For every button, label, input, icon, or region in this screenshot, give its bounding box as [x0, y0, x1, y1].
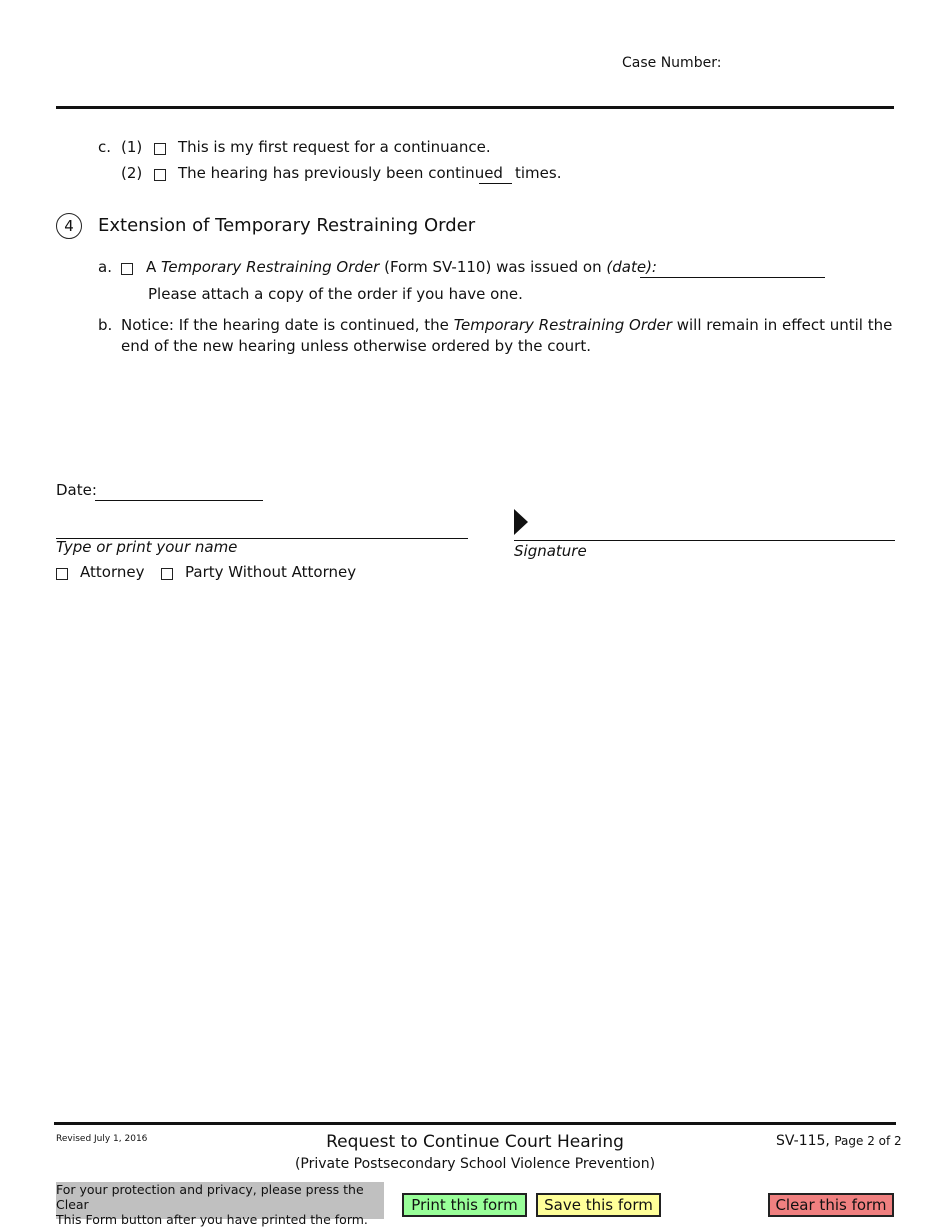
case-number-label: Case Number:	[622, 55, 722, 71]
item-c-letter: c.	[98, 138, 112, 156]
clear-button[interactable]: Clear this form	[768, 1193, 894, 1217]
times-continued-field[interactable]	[479, 183, 512, 184]
privacy-note-line-2: This Form button after you have printed the form.	[56, 1212, 368, 1227]
notice-suffix: will remain in effect until the	[676, 316, 893, 334]
tro-issued-checkbox[interactable]	[121, 263, 133, 275]
footer-subtitle: (Private Postsecondary School Violence Prevention)	[294, 1156, 656, 1172]
notice-line-2: end of the new hearing unless otherwise ordered by the court.	[121, 337, 591, 355]
previously-continued-checkbox[interactable]	[154, 169, 166, 181]
notice-prefix: Notice: If the hearing date is continued, the	[121, 316, 449, 334]
notice-line-1	[121, 316, 892, 334]
form-id-code: SV-115,	[776, 1133, 830, 1149]
section-4-circle	[56, 213, 82, 239]
first-request-label: This is my first request for a continuance.	[178, 138, 491, 156]
previously-continued-label: The hearing has previously been continued	[178, 164, 503, 182]
party-without-attorney-label: Party Without Attorney	[185, 563, 357, 581]
attorney-checkbox[interactable]	[56, 568, 68, 580]
save-button[interactable]: Save this form	[536, 1193, 661, 1217]
tro-prefix: A	[146, 258, 157, 276]
attach-copy-note: Please attach a copy of the order if you have one.	[148, 285, 523, 303]
party-without-attorney-checkbox[interactable]	[161, 568, 173, 580]
tro-mid: (Form SV-110) was issued on	[384, 258, 602, 276]
page-indicator: Page 2 of 2	[834, 1134, 902, 1148]
form-id	[776, 1133, 902, 1149]
date-label: Date:	[56, 481, 97, 499]
name-label: Type or print your name	[56, 538, 238, 556]
privacy-note-line-1: For your protection and privacy, please press the Clear	[56, 1182, 364, 1212]
section-4-number: 4	[64, 217, 74, 235]
section-4-title: Extension of Temporary Restraining Order	[98, 215, 476, 236]
times-label: times.	[515, 164, 562, 182]
privacy-note	[56, 1182, 384, 1227]
notice-italic-name: Temporary Restraining Order	[453, 316, 672, 334]
tro-issued-text	[146, 258, 657, 276]
tro-italic-name: Temporary Restraining Order	[161, 258, 380, 276]
tro-date-label: (date):	[606, 258, 657, 276]
item-4b-letter: b.	[98, 316, 113, 334]
footer-rule	[54, 1122, 896, 1125]
signature-field[interactable]	[514, 540, 895, 541]
signature-label: Signature	[514, 542, 587, 560]
footer-title: Request to Continue Court Hearing	[326, 1132, 624, 1152]
item-c2-number: (2)	[121, 164, 143, 182]
signature-arrow-icon	[514, 509, 530, 535]
tro-date-field[interactable]	[640, 277, 825, 278]
attorney-label: Attorney	[80, 563, 145, 581]
revised-date: Revised July 1, 2016	[56, 1134, 148, 1144]
print-button[interactable]: Print this form	[402, 1193, 527, 1217]
date-field[interactable]	[95, 500, 263, 501]
item-4a-letter: a.	[98, 258, 112, 276]
header-rule	[56, 106, 894, 109]
first-request-checkbox[interactable]	[154, 143, 166, 155]
item-c1-number: (1)	[121, 138, 143, 156]
